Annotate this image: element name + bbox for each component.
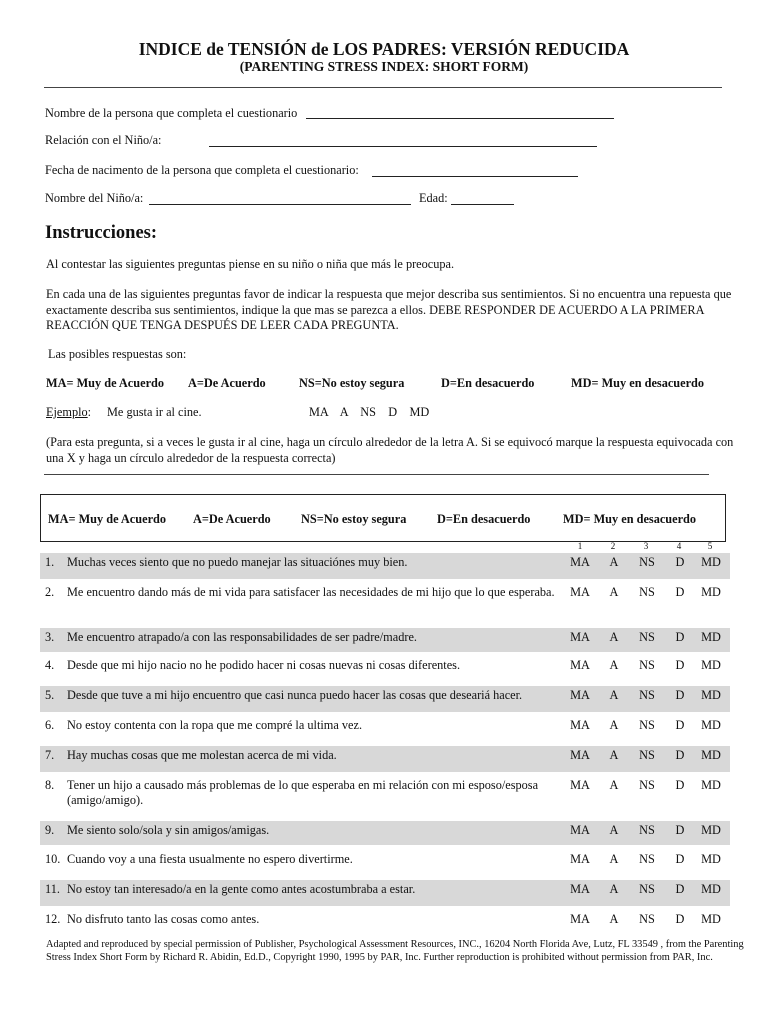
question-number: 6.	[45, 718, 55, 732]
question-text: Desde que mi hijo nacio no he podido hacer ni cosas nuevas ni cosas diferentes.	[67, 658, 461, 672]
answer-option-a[interactable]: A	[609, 585, 619, 599]
answer-option-d[interactable]: D	[675, 585, 685, 599]
answer-option-ma[interactable]: MA	[570, 882, 590, 896]
answer-option-a[interactable]: A	[609, 688, 619, 702]
question-number: 4.	[45, 658, 55, 672]
answer-option-a[interactable]: A	[609, 778, 619, 792]
relation-label: Relación con el Niño/a:	[45, 133, 162, 147]
scale-number: 4	[676, 541, 682, 551]
instructions-p1: Al contestar las siguientes preguntas piense en su niño o niña que más le preocupa.	[46, 257, 455, 271]
question-text: No estoy contenta con la ropa que me compré la ultima vez.	[67, 718, 363, 732]
answer-option-ns[interactable]: NS	[639, 585, 655, 599]
answer-option-md[interactable]: MD	[701, 658, 721, 672]
question-text: Muchas veces siento que no puedo manejar las situaciónes muy bien.	[67, 555, 408, 569]
answer-option-d[interactable]: D	[675, 630, 685, 644]
instructions-p2: En cada una de las siguientes preguntas favor de indicar la respuesta que mejor describa sus sentimientos. Si no encuentra una repuesta que exactamente describa sus sentimientos, indique la que mas se parezca a ellos. DEBE RESPONDER DE ACUERDO A LA PRIMERA REACCIÓN QUE TENGA DESPUÉS DE LEER CADA PREGUNTA.	[46, 287, 732, 332]
example-options: MA A NS D MD	[309, 405, 430, 419]
question-number: 7.	[45, 748, 55, 762]
age-label: Edad:	[419, 191, 448, 205]
answer-option-md[interactable]: MD	[701, 912, 721, 926]
answer-option-d[interactable]: D	[675, 882, 685, 896]
example-colon: :	[87, 405, 92, 419]
answer-option-ma[interactable]: MA	[570, 585, 590, 599]
question-row	[40, 910, 730, 934]
birthdate-field[interactable]	[372, 176, 578, 177]
answer-option-a[interactable]: A	[609, 912, 619, 926]
box-legend-d: D=En desacuerdo	[437, 512, 531, 526]
answer-option-md[interactable]: MD	[701, 882, 721, 896]
box-legend-ns: NS=No estoy segura	[301, 512, 407, 526]
answer-option-d[interactable]: D	[675, 748, 685, 762]
question-text: Desde que tuve a mi hijo encuentro que casi nunca puedo hacer las cosas que deseariá hacer.	[67, 688, 523, 702]
answer-option-a[interactable]: A	[609, 630, 619, 644]
answer-option-a[interactable]: A	[609, 748, 619, 762]
answer-option-ns[interactable]: NS	[639, 658, 655, 672]
example-text: Me gusta ir al cine.	[107, 405, 202, 419]
age-field[interactable]	[451, 204, 514, 205]
question-number: 2.	[45, 585, 55, 599]
answer-option-md[interactable]: MD	[701, 555, 721, 569]
answer-option-ns[interactable]: NS	[639, 778, 655, 792]
answer-option-d[interactable]: D	[675, 555, 685, 569]
question-row	[40, 628, 730, 652]
question-text: Me siento solo/sola y sin amigos/amigas.	[67, 823, 270, 837]
legend-ma: MA= Muy de Acuerdo	[46, 376, 165, 390]
answer-option-md[interactable]: MD	[701, 778, 721, 792]
answer-option-ma[interactable]: MA	[570, 630, 590, 644]
question-number: 12.	[45, 912, 61, 926]
child-name-label: Nombre del Niño/a:	[45, 191, 144, 205]
answer-option-ns[interactable]: NS	[639, 688, 655, 702]
question-row	[40, 880, 730, 906]
answer-option-md[interactable]: MD	[701, 688, 721, 702]
answer-option-a[interactable]: A	[609, 823, 619, 837]
answer-option-ma[interactable]: MA	[570, 718, 590, 732]
answer-option-ns[interactable]: NS	[639, 555, 655, 569]
question-text: Me encuentro atrapado/a con las responsabilidades de ser padre/madre.	[67, 630, 417, 644]
question-text: No disfruto tanto las cosas como antes.	[67, 912, 260, 926]
answer-option-md[interactable]: MD	[701, 748, 721, 762]
answer-option-ns[interactable]: NS	[639, 630, 655, 644]
question-number: 1.	[45, 555, 55, 569]
answer-option-d[interactable]: D	[675, 658, 685, 672]
question-text: Cuando voy a una fiesta usualmente no espero divertirme.	[67, 852, 353, 866]
question-row	[40, 583, 730, 625]
question-row	[40, 776, 730, 818]
answer-option-md[interactable]: MD	[701, 718, 721, 732]
question-row	[40, 746, 730, 772]
question-number: 9.	[45, 823, 55, 837]
example-label: Ejemplo	[46, 405, 88, 419]
scale-number: 1	[577, 541, 583, 551]
respondent-name-field[interactable]	[306, 118, 614, 119]
question-row	[40, 553, 730, 579]
legend-md: MD= Muy en desacuerdo	[571, 376, 705, 390]
answer-option-ma[interactable]: MA	[570, 823, 590, 837]
question-row	[40, 850, 730, 876]
question-row	[40, 716, 730, 742]
instructions-heading: Instrucciones:	[45, 223, 158, 243]
answer-option-ns[interactable]: NS	[639, 852, 655, 866]
question-text: No estoy tan interesado/a en la gente como antes acostumbraba a estar.	[67, 882, 416, 896]
answer-option-ns[interactable]: NS	[639, 882, 655, 896]
answer-option-ma[interactable]: MA	[570, 658, 590, 672]
answer-option-ma[interactable]: MA	[570, 852, 590, 866]
child-name-field[interactable]	[149, 204, 411, 205]
answer-option-ns[interactable]: NS	[639, 912, 655, 926]
copyright-footer: Adapted and reproduced by special permission of Publisher, Psychological Assessment Resources, INC., 16204 North Florida Ave, Lutz, FL 33549 , from the Parenting Stress Index Short Form by Richard R. Abidin, Ed.D., Copyright 1990, 1995 by PAR, Inc. Further reproduction is prohibited without permission from PAR, Inc.	[46, 939, 744, 963]
relation-field[interactable]	[209, 146, 597, 147]
question-number: 11.	[45, 882, 60, 896]
answer-option-ns[interactable]: NS	[639, 823, 655, 837]
document-subtitle: (PARENTING STRESS INDEX: SHORT FORM)	[239, 59, 529, 74]
question-text: Me encuentro dando más de mi vida para satisfacer las necesidades de mi hijo que lo que esperaba.	[67, 585, 555, 599]
answer-option-ns[interactable]: NS	[639, 718, 655, 732]
question-text: Hay muchas cosas que me molestan acerca de mi vida.	[67, 748, 337, 762]
answer-option-ma[interactable]: MA	[570, 555, 590, 569]
answer-option-d[interactable]: D	[675, 912, 685, 926]
question-number: 5.	[45, 688, 55, 702]
answer-option-d[interactable]: D	[675, 718, 685, 732]
example-row	[46, 405, 91, 420]
answer-option-ma[interactable]: MA	[570, 748, 590, 762]
instructions-divider	[44, 474, 709, 475]
scale-number: 5	[707, 541, 713, 551]
legend-d: D=En desacuerdo	[441, 376, 535, 390]
answer-option-md[interactable]: MD	[701, 585, 721, 599]
birthdate-label: Fecha de nacimento de la persona que completa el cuestionario:	[45, 163, 359, 177]
question-row	[40, 656, 730, 682]
document-title: INDICE de TENSIÓN de LOS PADRES: VERSIÓN REDUCIDA	[138, 39, 630, 59]
answer-option-a[interactable]: A	[609, 658, 619, 672]
box-legend-ma: MA= Muy de Acuerdo	[48, 512, 167, 526]
example-note: (Para esta pregunta, si a veces le gusta ir al cine, haga un círculo alrededor de la letra A. Si se equivocó marque la respuesta equivocada con una X y haga un círculo alrededor de la respuesta correcta)	[46, 435, 734, 465]
question-number: 3.	[45, 630, 55, 644]
scale-number: 2	[610, 541, 616, 551]
answer-option-md[interactable]: MD	[701, 852, 721, 866]
legend-a: A=De Acuerdo	[188, 376, 266, 390]
answer-option-md[interactable]: MD	[701, 630, 721, 644]
box-legend-md: MD= Muy en desacuerdo	[563, 512, 697, 526]
answer-option-d[interactable]: D	[675, 823, 685, 837]
answer-option-a[interactable]: A	[609, 718, 619, 732]
question-number: 10.	[45, 852, 61, 866]
answer-option-d[interactable]: D	[675, 778, 685, 792]
scale-number: 3	[643, 541, 649, 551]
answer-option-a[interactable]: A	[609, 555, 619, 569]
answer-option-ma[interactable]: MA	[570, 688, 590, 702]
question-number: 8.	[45, 778, 55, 792]
answer-option-md[interactable]: MD	[701, 823, 721, 837]
box-legend-a: A=De Acuerdo	[193, 512, 271, 526]
answer-option-ma[interactable]: MA	[570, 912, 590, 926]
answer-option-ns[interactable]: NS	[639, 748, 655, 762]
header-divider	[44, 87, 722, 88]
respondent-name-label: Nombre de la persona que completa el cuestionario	[45, 106, 298, 120]
question-row	[40, 686, 730, 712]
question-row	[40, 821, 730, 845]
question-text: Tener un hijo a causado más problemas de lo que esperaba en mi relación con mi esposo/esposa (amigo/amigo).	[67, 778, 539, 807]
answer-option-d[interactable]: D	[675, 852, 685, 866]
answer-option-a[interactable]: A	[609, 852, 619, 866]
answer-option-ma[interactable]: MA	[570, 778, 590, 792]
answer-option-d[interactable]: D	[675, 688, 685, 702]
possible-answers-label: Las posibles respuestas son:	[48, 347, 187, 361]
legend-ns: NS=No estoy segura	[299, 376, 405, 390]
answer-option-a[interactable]: A	[609, 882, 619, 896]
